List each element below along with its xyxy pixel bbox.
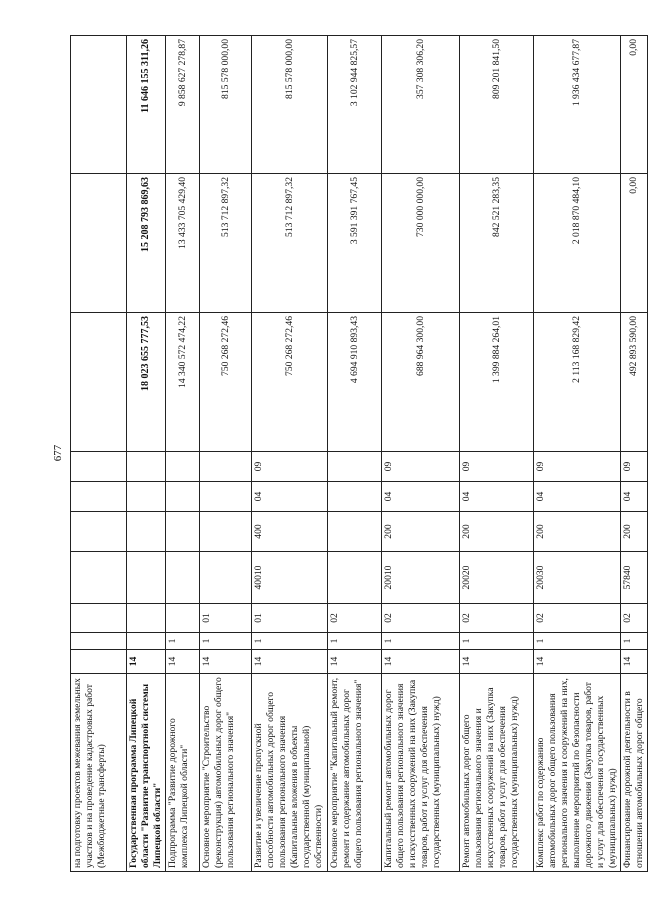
- code-cell: 57840: [621, 552, 648, 604]
- row-name-cell: Подпрограмма "Развитие дорожного комплекса Липецкой области": [166, 674, 200, 872]
- row-name-cell: Развитие и увеличение пропускной способности автомобильных дорог общего пользования регионального значения (Капитальные вложения в объекты государственной (муниципальной) собственности): [252, 674, 328, 872]
- row-name-cell: Финансирование дорожной деятельности в отношении автомобильных дорог общего: [621, 674, 648, 872]
- code-cell: 200: [534, 512, 621, 552]
- code-cell: 09: [621, 452, 648, 482]
- code-cell: 14: [166, 650, 200, 674]
- row-name-cell: Государственная программа Липецкой области "Развитие транспортной системы Липецкой области": [127, 674, 166, 872]
- code-cell: 02: [534, 604, 621, 633]
- code-cell: 14: [534, 650, 621, 674]
- code-cell: [200, 552, 252, 604]
- code-cell: 40010: [252, 552, 328, 604]
- amount-cell: [71, 174, 127, 313]
- amount-cell: 492 893 590,00: [621, 313, 648, 452]
- row-name-cell: Капитальный ремонт автомобильных дорог общего пользования регионального значения и искусственных сооружений на них (Закупка товаров, работ и услуг для обеспечения государственных (муниципальных) нужд): [382, 674, 460, 872]
- code-cell: 200: [621, 512, 648, 552]
- amount-cell: 18 023 655 777,53: [127, 313, 166, 452]
- code-cell: 04: [252, 482, 328, 512]
- amount-cell: [71, 313, 127, 452]
- table-row: [200, 36, 252, 872]
- amount-cell: [71, 36, 127, 174]
- amount-cell: 750 268 272,46: [200, 313, 252, 452]
- code-cell: [127, 482, 166, 512]
- amount-cell: 15 208 793 869,63: [127, 174, 166, 313]
- code-cell: 14: [460, 650, 534, 674]
- code-cell: 14: [127, 650, 166, 674]
- amount-cell: 3 102 944 825,57: [328, 36, 382, 174]
- code-cell: [328, 452, 382, 482]
- amount-cell: 0,00: [621, 36, 648, 174]
- code-cell: [166, 604, 200, 633]
- code-cell: [71, 604, 127, 633]
- code-cell: [166, 552, 200, 604]
- amount-cell: 11 646 155 311,26: [127, 36, 166, 174]
- page-number: 677: [52, 444, 64, 462]
- code-cell: 1: [166, 633, 200, 650]
- code-cell: 14: [382, 650, 460, 674]
- code-cell: 09: [252, 452, 328, 482]
- code-cell: 02: [328, 604, 382, 633]
- amount-cell: 4 694 910 893,43: [328, 313, 382, 452]
- amount-cell: 815 578 000,00: [252, 36, 328, 174]
- code-cell: 400: [252, 512, 328, 552]
- row-name-cell: Комплекс работ по содержанию автомобильных дорог общего пользования регионального значения и сооружений на них, выполнение мероприятий по безопасности дорожного движения (Закупка товаров, работ и услуг для обеспечения государственных (муниципальных) нужд): [534, 674, 621, 872]
- amount-cell: 14 340 572 474,22: [166, 313, 200, 452]
- table-row: [460, 36, 534, 872]
- amount-cell: 2 113 168 829,42: [534, 313, 621, 452]
- table-row: [534, 36, 621, 872]
- code-cell: [328, 482, 382, 512]
- code-cell: 1: [460, 633, 534, 650]
- amount-cell: 513 712 897,32: [252, 174, 328, 313]
- code-cell: 1: [534, 633, 621, 650]
- code-cell: 1: [382, 633, 460, 650]
- code-cell: 09: [534, 452, 621, 482]
- code-cell: 14: [252, 650, 328, 674]
- row-name-cell: Основное мероприятие "Строительство (реконструкция) автомобильных дорог общего пользования регионального значения": [200, 674, 252, 872]
- amount-cell: 842 521 283,35: [460, 174, 534, 313]
- code-cell: 02: [460, 604, 534, 633]
- row-name-cell: Основное мероприятие "Капитальный ремонт, ремонт и содержание автомобильных дорог общего пользования регионального значения": [328, 674, 382, 872]
- amount-cell: 2 018 870 484,10: [534, 174, 621, 313]
- code-cell: 04: [621, 482, 648, 512]
- code-cell: [71, 482, 127, 512]
- code-cell: 14: [200, 650, 252, 674]
- code-cell: 04: [534, 482, 621, 512]
- amount-cell: 1 399 884 264,01: [460, 313, 534, 452]
- code-cell: [200, 512, 252, 552]
- budget-table: [70, 35, 648, 872]
- table-row: [71, 36, 127, 872]
- amount-cell: 750 268 272,46: [252, 313, 328, 452]
- table-row: [166, 36, 200, 872]
- code-cell: 1: [200, 633, 252, 650]
- code-cell: [127, 512, 166, 552]
- code-cell: [166, 482, 200, 512]
- row-name-cell: Ремонт автомобильных дорог общего пользования регионального значения и искусственных сооружений на них (Закупка товаров, работ и услуг для обеспечения государственных (муниципальных) нужд): [460, 674, 534, 872]
- code-cell: [71, 650, 127, 674]
- code-cell: [166, 452, 200, 482]
- code-cell: [127, 633, 166, 650]
- code-cell: 01: [252, 604, 328, 633]
- amount-cell: 3 591 391 767,45: [328, 174, 382, 313]
- amount-cell: 1 936 434 677,87: [534, 36, 621, 174]
- table-row: [382, 36, 460, 872]
- code-cell: [200, 482, 252, 512]
- code-cell: 1: [621, 633, 648, 650]
- amount-cell: 0,00: [621, 174, 648, 313]
- code-cell: 14: [621, 650, 648, 674]
- code-cell: [71, 552, 127, 604]
- code-cell: 1: [252, 633, 328, 650]
- code-cell: 20010: [382, 552, 460, 604]
- code-cell: 200: [460, 512, 534, 552]
- code-cell: [71, 452, 127, 482]
- table-row: [127, 36, 166, 872]
- code-cell: 02: [621, 604, 648, 633]
- code-cell: 04: [460, 482, 534, 512]
- amount-cell: 730 000 000,00: [382, 174, 460, 313]
- amount-cell: 688 964 300,00: [382, 313, 460, 452]
- amount-cell: 13 433 705 429,40: [166, 174, 200, 313]
- code-cell: [328, 512, 382, 552]
- table-row: [252, 36, 328, 872]
- code-cell: [127, 552, 166, 604]
- code-cell: 20030: [534, 552, 621, 604]
- rotated-table-container: [70, 36, 645, 872]
- code-cell: 02: [382, 604, 460, 633]
- row-name-cell: на подготовку проектов межевания земельных участков и на проведение кадастровых работ (Межбюджетные трансферты): [71, 674, 127, 872]
- table-row: [328, 36, 382, 872]
- code-cell: 20020: [460, 552, 534, 604]
- code-cell: 14: [328, 650, 382, 674]
- code-cell: 1: [328, 633, 382, 650]
- amount-cell: 809 201 841,50: [460, 36, 534, 174]
- code-cell: [71, 512, 127, 552]
- code-cell: [127, 452, 166, 482]
- code-cell: 09: [382, 452, 460, 482]
- table-row: [621, 36, 648, 872]
- code-cell: 200: [382, 512, 460, 552]
- code-cell: [200, 452, 252, 482]
- code-cell: [127, 604, 166, 633]
- code-cell: [328, 552, 382, 604]
- amount-cell: 513 712 897,32: [200, 174, 252, 313]
- code-cell: [166, 512, 200, 552]
- amount-cell: 357 308 306,20: [382, 36, 460, 174]
- code-cell: [71, 633, 127, 650]
- code-cell: 04: [382, 482, 460, 512]
- code-cell: 01: [200, 604, 252, 633]
- amount-cell: 9 858 627 278,87: [166, 36, 200, 174]
- code-cell: 09: [460, 452, 534, 482]
- amount-cell: 815 578 000,00: [200, 36, 252, 174]
